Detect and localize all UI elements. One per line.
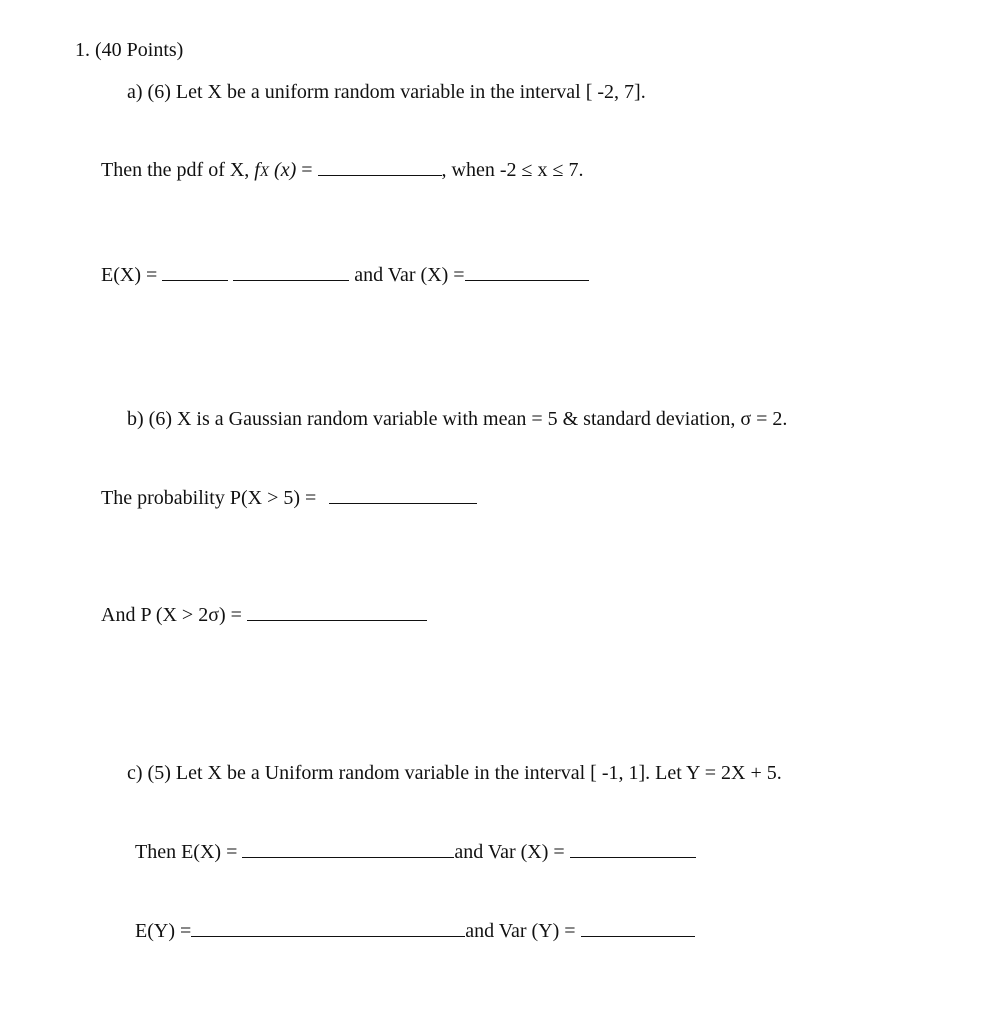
c-varx-answer-blank[interactable] (570, 841, 696, 858)
c-ey-label: E(Y) = (135, 920, 192, 942)
part-a-pdf-line (101, 158, 583, 184)
part-a-moments-line (101, 263, 589, 287)
pdf-comma: , (441, 159, 447, 181)
question-heading: 1. (40 Points) (75, 39, 184, 61)
ex-label: E(X) = (101, 264, 158, 286)
c-ey-answer-blank[interactable] (191, 920, 465, 937)
c-ex-answer-blank[interactable] (242, 841, 454, 858)
prob1-label: The probability P(X > 5) = (101, 487, 317, 509)
pdf-prefix: Then the pdf of X, (101, 159, 250, 181)
part-b-prompt: b) (6) X is a Gaussian random variable with mean = 5 & standard deviation, σ = 2. (127, 408, 788, 430)
var-label: and Var (X) = (354, 264, 465, 286)
prob2-answer-blank[interactable] (247, 604, 427, 621)
c-vary-label: and Var (Y) = (465, 920, 576, 942)
part-c-x-line (135, 840, 696, 864)
pdf-answer-blank[interactable] (318, 159, 442, 176)
prob2-label: And P (X > 2σ) = (101, 604, 242, 626)
pdf-condition: when -2 ≤ x ≤ 7. (446, 159, 584, 181)
pdf-function-f: f (254, 159, 260, 181)
c-varx-label: and Var (X) = (454, 841, 565, 863)
pdf-function-arg: (x) (274, 159, 297, 181)
ex-answer-blank-2[interactable] (233, 264, 349, 281)
c-vary-answer-blank[interactable] (581, 920, 695, 937)
var-answer-blank[interactable] (465, 264, 589, 281)
pdf-equals: = (301, 159, 313, 181)
prob1-answer-blank[interactable] (329, 487, 477, 504)
part-b-prob1-line (101, 486, 477, 510)
part-c-prompt: c) (5) Let X be a Uniform random variable in the interval [ -1, 1]. Let Y = 2X + 5. (127, 762, 782, 784)
c-ex-label: Then E(X) = (135, 841, 238, 863)
pdf-function-subscript: X (259, 164, 270, 180)
ex-answer-blank-1[interactable] (162, 264, 228, 281)
part-b-prob2-line (101, 603, 427, 627)
part-c-y-line (135, 919, 695, 943)
part-a-prompt: a) (6) Let X be a uniform random variable in the interval [ -2, 7]. (127, 81, 646, 103)
